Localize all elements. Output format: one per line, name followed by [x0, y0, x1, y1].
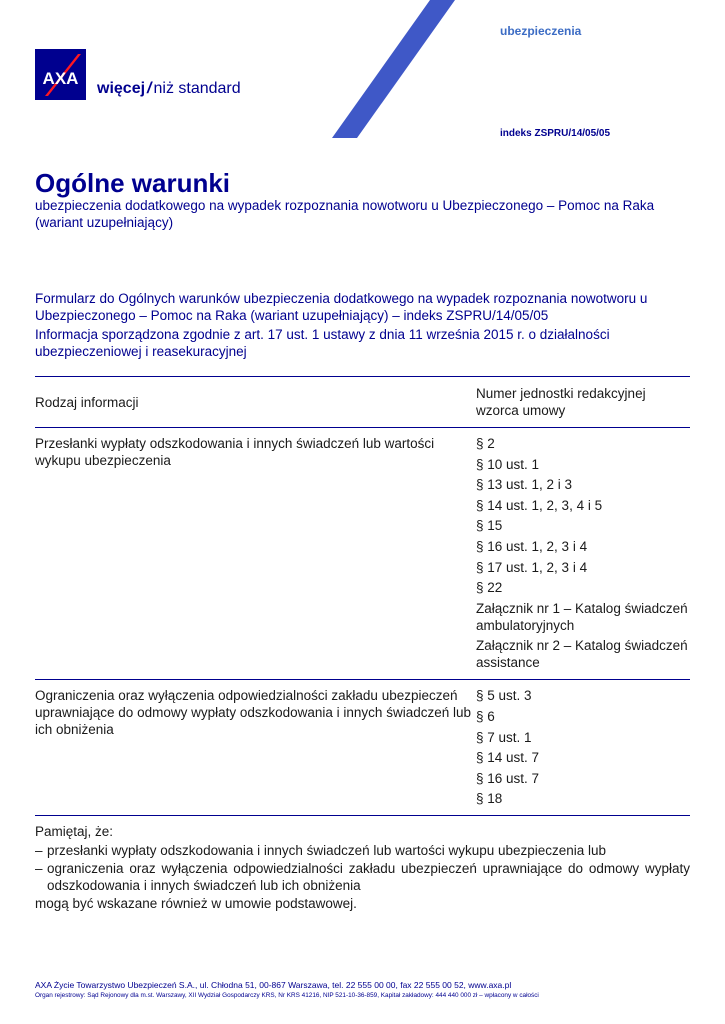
ref-item: § 15: [476, 518, 503, 534]
brand-category: ubezpieczenia: [500, 24, 582, 38]
table-row: [35, 428, 690, 680]
axa-logo: [35, 49, 86, 100]
ref-item: § 17 ust. 1, 2, 3 i 4: [476, 559, 588, 575]
ref-item: § 7 ust. 1: [476, 729, 532, 745]
bullet-text: przesłanki wypłaty odszkodowania i innych świadczeń lub wartości wykupu ubezpieczenia lub: [47, 843, 607, 858]
ref-item: § 5 ust. 3: [476, 688, 532, 704]
row-refs: [476, 428, 690, 680]
bullet-dash: –: [35, 843, 43, 858]
tagline-slash: /: [147, 80, 152, 97]
ref-item: § 2: [476, 436, 495, 451]
header-info-type: Rodzaj informacji: [35, 394, 139, 410]
tagline-rest: niż standard: [153, 80, 241, 97]
bullet-text: ograniczenia oraz wyłączenia odpowiedzialności zakładu ubezpieczeń uprawniające do odmowy wypłaty odszkodowania i innych świadczeń lub ich obniżenia: [47, 861, 690, 893]
bullet-dash: –: [35, 861, 43, 876]
ref-item: § 18: [476, 791, 503, 807]
page-subtitle: ubezpieczenia dodatkowego na wypadek rozpoznania nowotworu u Ubezpieczonego – Pomoc na Raka (wariant uzupełniający): [35, 198, 655, 230]
tagline-bold: więcej: [97, 80, 146, 97]
ref-item: Załącznik nr 2 – Katalog świadczeń assistance: [476, 638, 688, 671]
ref-item: § 10 ust. 1: [476, 456, 540, 472]
footer-registry: Organ rejestrowy: Sąd Rejonowy dla m.st. Warszawy, XII Wydział Gospodarczy KRS, Nr KRS 41216, NIP 521-10-36-859, Kapitał zakładowy: 444 440 000 zł – wpłacony w całości: [35, 992, 539, 999]
ref-item: § 22: [476, 580, 503, 596]
ref-item: § 14 ust. 1, 2, 3, 4 i 5: [476, 497, 603, 513]
document-index: indeks ZSPRU/14/05/05: [500, 128, 611, 139]
reminder-bullet: [35, 842, 690, 859]
ref-item: § 16 ust. 1, 2, 3 i 4: [476, 538, 588, 554]
reminder-section: [35, 823, 690, 914]
form-info-line2: Informacja sporządzona zgodnie z art. 17 ust. 1 ustawy z dnia 11 września 2015 r. o działalności ubezpieczeniowej i reasekuracyjnej: [35, 327, 610, 359]
ref-item: § 6: [476, 708, 495, 724]
row-info: Przesłanki wypłaty odszkodowania i innych świadczeń lub wartości wykupu ubezpieczenia: [35, 436, 435, 468]
tagline: [97, 80, 241, 98]
table-header-row: [35, 377, 690, 428]
reminder-intro: Pamiętaj, że:: [35, 824, 114, 839]
info-table: [35, 376, 690, 816]
reminder-bullet: [35, 860, 690, 894]
diagonal-stripe-graphic: [0, 0, 725, 150]
table-row: [35, 680, 690, 816]
ref-item: § 14 ust. 7: [476, 750, 540, 766]
reminder-outro: mogą być wskazane również w umowie podstawowej.: [35, 896, 357, 911]
footer-company: AXA Życie Towarzystwo Ubezpieczeń S.A., ul. Chłodna 51, 00-867 Warszawa, tel. 22 555 00 00, fax 22 555 00 52, www.axa.pl: [35, 980, 512, 990]
row-info: Ograniczenia oraz wyłączenia odpowiedzialności zakładu ubezpieczeń uprawniające do odmowy wypłaty odszkodowania i innych świadczeń lub ich obniżenia: [35, 688, 471, 738]
page-title: Ogólne warunki: [35, 168, 231, 198]
ref-item: Załącznik nr 1 – Katalog świadczeń ambulatoryjnych: [476, 600, 688, 633]
logo-text: AXA: [42, 69, 79, 88]
form-info-line1: Formularz do Ogólnych warunków ubezpieczenia dodatkowego na wypadek rozpoznania nowotworu u Ubezpieczonego – Pomoc na Raka (wariant uzupełniający) – indeks ZSPRU/14/05/05: [35, 291, 648, 323]
header-unit-number: Numer jednostki redakcyjnej wzorca umowy: [476, 386, 646, 418]
row-refs: [476, 680, 690, 816]
form-info: [35, 290, 695, 360]
ref-item: § 16 ust. 7: [476, 770, 540, 786]
ref-item: § 13 ust. 1, 2 i 3: [476, 477, 573, 493]
